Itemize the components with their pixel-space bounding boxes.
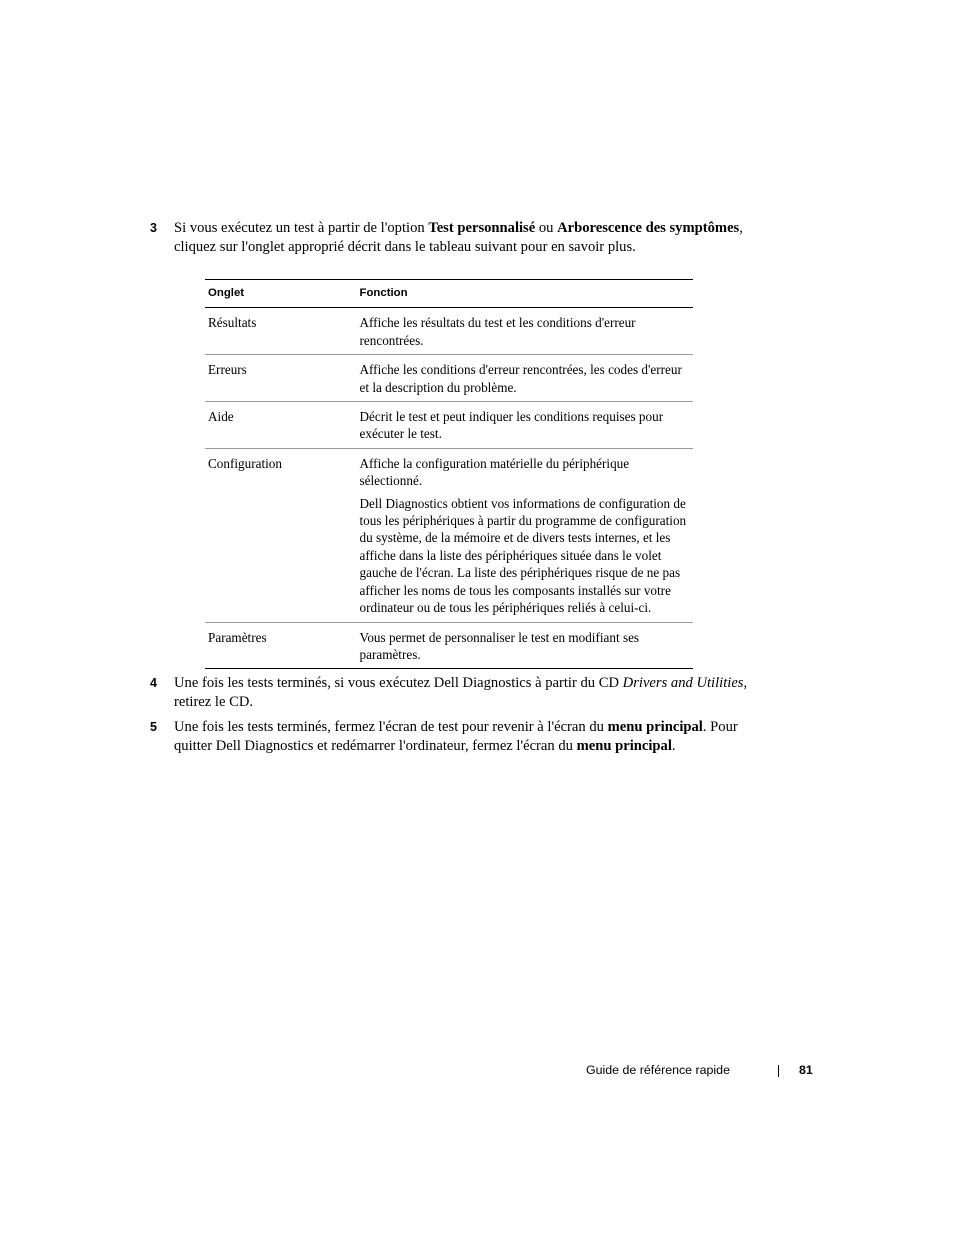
main-menu-label: menu principal (607, 719, 703, 735)
step-4 (150, 674, 760, 712)
step-text: Une fois les tests terminés, si vous exécutez Dell Diagnostics à partir du CD Drivers and Utilities, retirez le CD. (174, 675, 748, 710)
tab-description: Affiche les résultats du test et les conditions d'erreur rencontrées. (356, 308, 694, 355)
option-custom-test: Test personnalisé (428, 220, 536, 236)
step-5 (150, 718, 760, 756)
cd-title: Drivers and Utilities (622, 675, 744, 691)
table-row (205, 402, 693, 449)
guide-title: Guide de référence rapide (586, 1063, 730, 1077)
header-fonction: Fonction (356, 280, 694, 308)
step-number: 3 (150, 221, 157, 235)
tab-name: Erreurs (205, 355, 356, 402)
page-number: 81 (799, 1063, 813, 1077)
header-onglet: Onglet (205, 280, 356, 308)
step-3 (150, 219, 760, 257)
step-text: Si vous exécutez un test à partir de l'option Test personnalisé ou Arborescence des symptômes, cliquez sur l'onglet approprié décrit dans le tableau suivant pour en savoir plus. (174, 220, 743, 255)
step-number: 4 (150, 676, 157, 690)
tab-name: Configuration (205, 448, 356, 622)
table-row (205, 308, 693, 355)
main-menu-label: menu principal (576, 738, 672, 754)
tabs-table (205, 279, 693, 669)
table-row (205, 355, 693, 402)
tab-name: Paramètres (205, 622, 356, 669)
tab-description: Décrit le test et peut indiquer les conditions requises pour exécuter le test. (356, 402, 694, 449)
option-symptom-tree: Arborescence des symptômes (557, 220, 740, 236)
tab-description: Vous permet de personnaliser le test en modifiant ses paramètres. (356, 622, 694, 669)
tab-name: Résultats (205, 308, 356, 355)
tab-name: Aide (205, 402, 356, 449)
tab-description: Affiche la configuration matérielle du périphérique sélectionné. Dell Diagnostics obtient vos informations de configuration de tous les périphériques à partir du programme de configuration du système, de la mémoire et de divers tests internes, et les affiche dans la liste des périphériques située dans le volet gauche de l'écran. La liste des périphériques risque de ne pas afficher les noms de tous les composants installés sur votre ordinateur ou de tous les périphériques reliés à celui-ci. (356, 448, 694, 622)
table-row (205, 448, 693, 622)
footer-separator (778, 1065, 779, 1077)
step-text: Une fois les tests terminés, fermez l'écran de test pour revenir à l'écran du menu principal. Pour quitter Dell Diagnostics et redémarrer l'ordinateur, fermez l'écran du menu principal. (174, 719, 738, 754)
table-row (205, 622, 693, 669)
table-header-row (205, 280, 693, 308)
tab-description: Affiche les conditions d'erreur rencontrées, les codes d'erreur et la description du problème. (356, 355, 694, 402)
step-number: 5 (150, 720, 157, 734)
